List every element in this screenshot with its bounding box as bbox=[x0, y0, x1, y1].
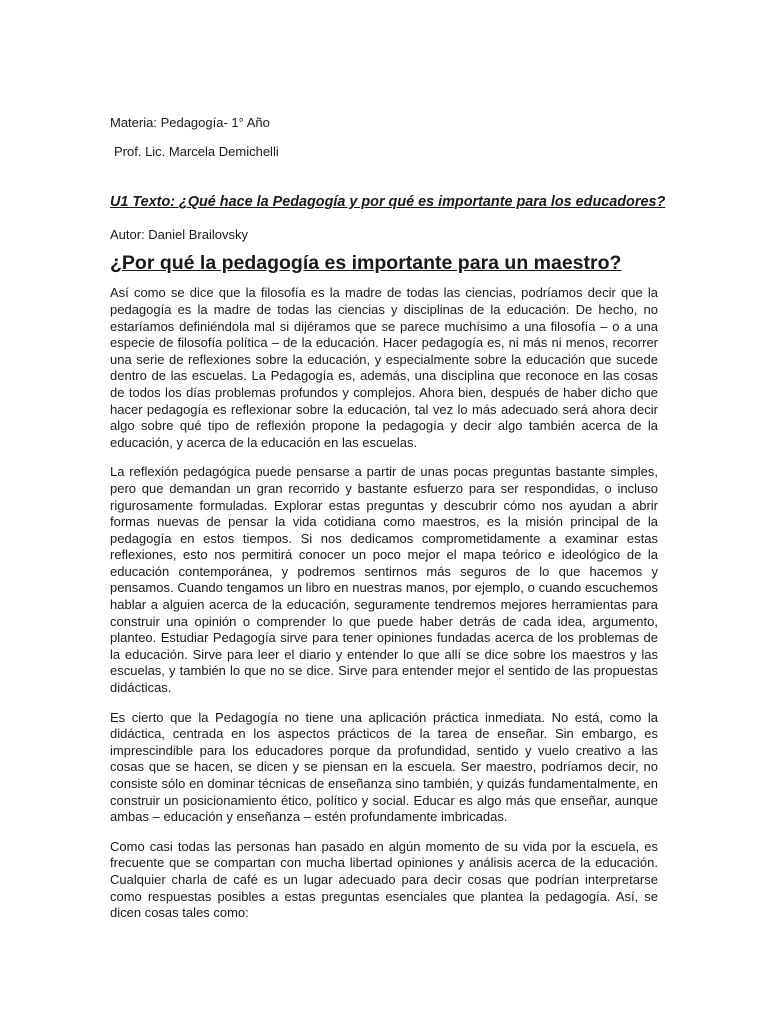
paragraph-3: Es cierto que la Pedagogía no tiene una aplicación práctica inmediata. No está, como la didáctica, centrada en los aspectos prácticos de la tarea de enseñar. Sin embargo, es imprescindible para los educadores porque da profundidad, sentido y vuelo creativo a las cosas que se hacen, se dicen y se piensan en la escuela. Ser maestro, podríamos decir, no consiste sólo en dominar técnicas de enseñanza sino también, y quizás fundamentalmente, en construir un posicionamiento ético, político y social. Educar es algo más que enseñar, aunque ambas – educación y enseñanza – estén profundamente imbricadas. bbox=[110, 709, 658, 825]
paragraph-4: Como casi todas las personas han pasado en algún momento de su vida por la escuela, es frecuente que se compartan con mucha libertad opiniones y análisis acerca de la educación. Cualquier charla de café es un lugar adecuado para decir cosas que podrían interpretarse como respuestas posibles a estas preguntas esenciales que plantea la pedagogía. Así, se dicen cosas tales como: bbox=[110, 838, 658, 921]
section-heading: ¿Por qué la pedagogía es importante para un maestro? bbox=[110, 251, 622, 274]
document-page bbox=[110, 115, 666, 935]
paragraph-2: La reflexión pedagógica puede pensarse a partir de unas pocas preguntas bastante simples, pero que demandan un gran recorrido y bastante esfuerzo para ser respondidas, o incluso rigurosamente formuladas. Explorar estas preguntas y descubrir cómo nos ayudan a abrir formas nuevas de pensar la vida cotidiana como maestros, es la misión principal de la pedagogía en estos tiempos. Si nos dedicamos comprometidamente a examinar estas reflexiones, esto nos permitirá conocer un poco mejor el mapa teórico e ideológico de la educación contemporánea, y podremos sentirnos más seguros de lo que hacemos y pensamos. Cuando tengamos un libro en nuestras manos, por ejemplo, o cuando escuchemos hablar a alguien acerca de la educación, seguramente tendremos mejores herramientas para construir una opinión o comprender lo que puede haber detrás de cada idea, argumento, planteo. Estudiar Pedagogía sirve para tener opiniones fundadas acerca de los problemas de la educación. Sirve para leer el diario y entender lo que allí se dice sobre los maestros y las escuelas, y también lo que no se dice. Sirve para entender mejor el sentido de las propuestas didácticas. bbox=[110, 464, 658, 696]
author-line: Autor: Daniel Brailovsky bbox=[110, 227, 248, 243]
subject-line: Materia: Pedagogía- 1° Año bbox=[110, 115, 270, 130]
document-title: U1 Texto: ¿Qué hace la Pedagogía y por qué es importante para los educadores? bbox=[110, 194, 666, 211]
professor-line: Prof. Lic. Marcela Demichelli bbox=[114, 143, 279, 159]
paragraph-1: Así como se dice que la filosofía es la madre de todas las ciencias, podríamos decir que la pedagogía es la madre de todas las ciencias y disciplinas de la educación. De hecho, no estaríamos definiéndola mal si dijéramos que se parece muchísimo a una filosofía – o a una especie de filosofía política – de la educación. Hacer pedagogía es, ni más ni menos, recorrer una serie de reflexiones sobre la educación, y especialmente sobre la educación que sucede dentro de las escuelas. La Pedagogía es, además, una disciplina que reconoce en las cosas de todos los días problemas profundos y complejos. Ahora bien, después de haber dicho que hacer pedagogía es reflexionar sobre la educación, tal vez lo más adecuado será ahora decir algo sobre qué tipo de reflexión propone la pedagogía y decir algo también acerca de la educación, y acerca de la educación en las escuelas. bbox=[110, 285, 658, 450]
